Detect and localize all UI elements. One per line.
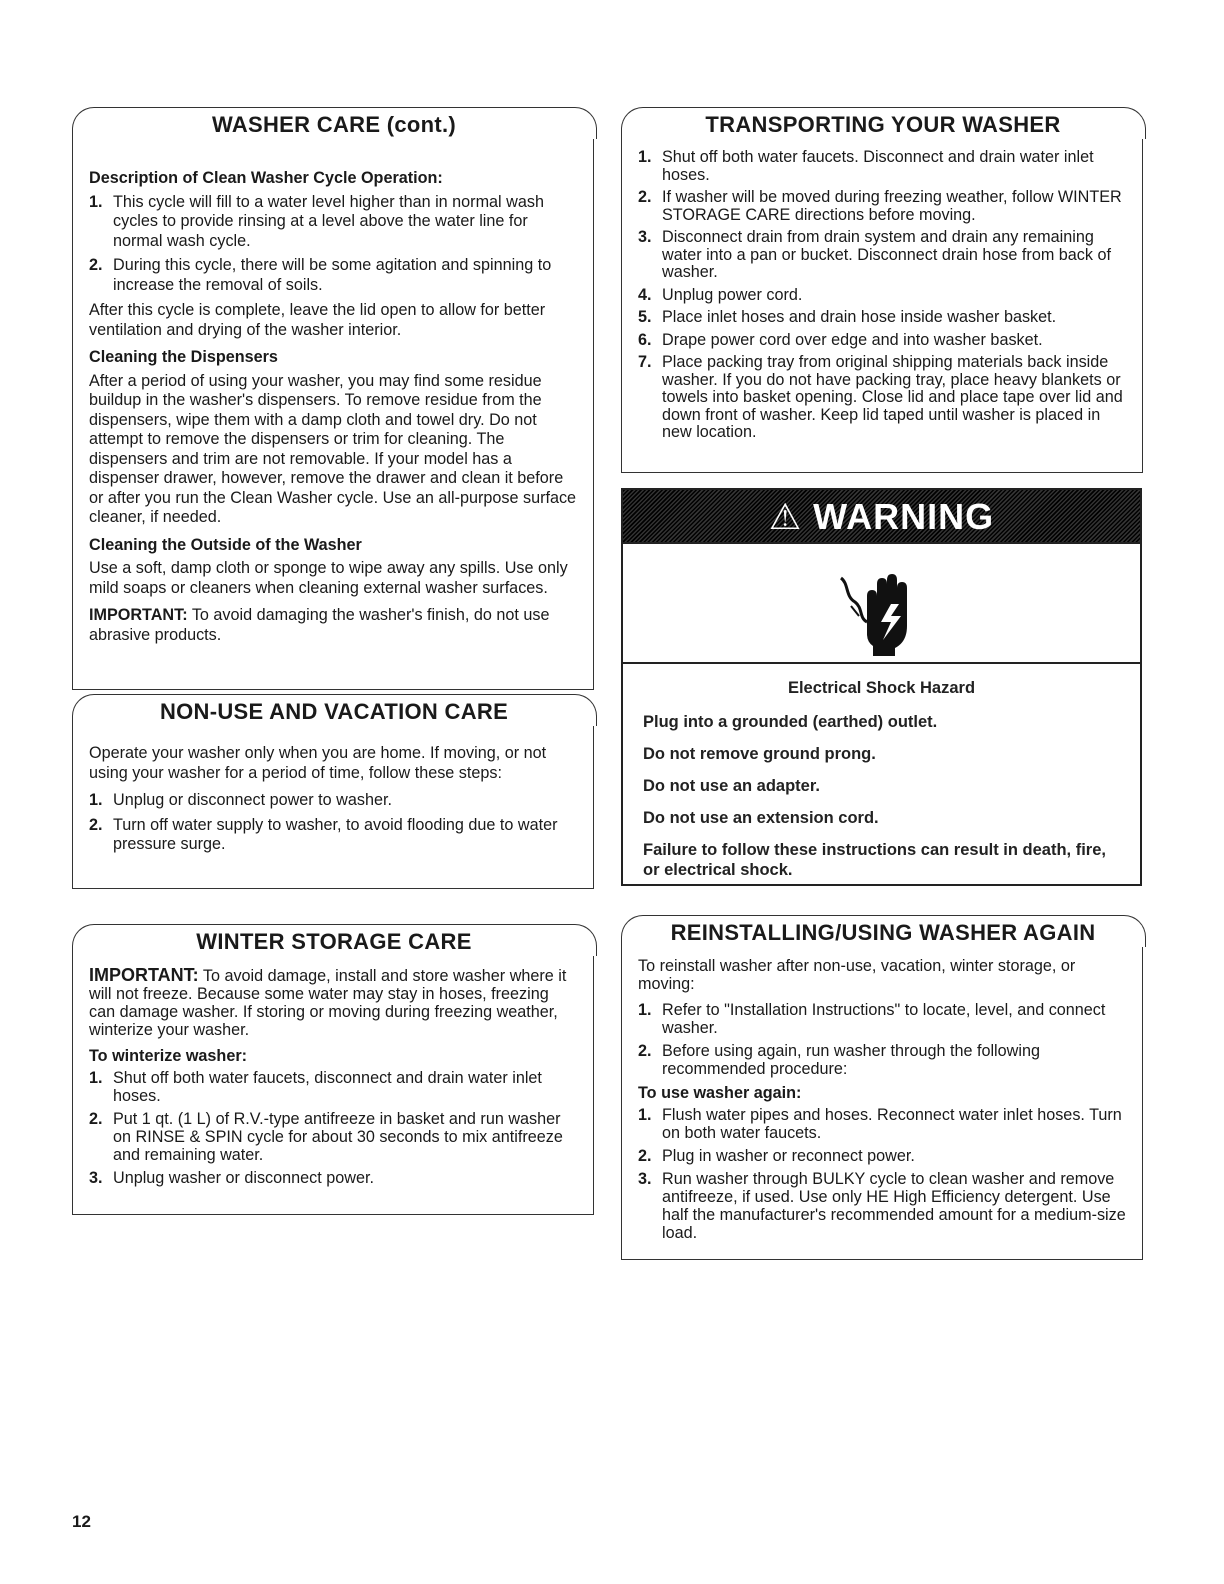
list-item: 4. Unplug power cord. [638,285,803,304]
list-item: 2. During this cycle, there will be some agitation and spinning to increase the removal of soils. [89,256,552,294]
transport-section [621,112,1143,473]
list-item: 6. Drape power cord over edge and into washer basket. [638,330,1043,349]
important-note: IMPORTANT: To avoid damaging the washer's finish, do not use abrasive products. [89,606,550,644]
warning-triangle-icon: ⚠ [768,496,803,537]
subheading: Cleaning the Dispensers [89,348,278,366]
list-item: 2. Plug in washer or reconnect power. [638,1147,915,1165]
list-item: 1. Refer to "Installation Instructions" to locate, level, and connect washer. [638,1001,1106,1037]
paragraph: To reinstall washer after non-use, vacation, winter storage, or moving: [638,957,1076,993]
warning-box [621,488,1142,886]
warning-banner [623,490,1140,542]
reinstall-section [621,920,1143,1260]
paragraph: Use a soft, damp cloth or sponge to wipe away any spills. Use only mild soaps or cleaners when cleaning external washer surfaces. [89,559,568,597]
section-title: WINTER STORAGE CARE [72,924,597,956]
non-use-section [72,699,594,889]
electric-shock-hand-icon [623,544,1140,662]
list-item: 2. Put 1 qt. (1 L) of R.V.-type antifreeze in basket and run washer on RINSE & SPIN cycle for about 30 seconds to mix antifreeze and remaining water. [89,1110,563,1164]
warning-line: Plug into a grounded (earthed) outlet. [643,713,938,731]
subheading: Description of Clean Washer Cycle Operation: [89,169,443,187]
paragraph: After this cycle is complete, leave the lid open to allow for better ventilation and drying of the washer interior. [89,301,546,339]
list-item: 2. Before using again, run washer through the following recommended procedure: [638,1042,1040,1078]
list-item: 1. Flush water pipes and hoses. Reconnect water inlet hoses. Turn on both water faucets. [638,1106,1122,1142]
section-title: NON-USE AND VACATION CARE [72,694,597,726]
list-item: 3. Run washer through BULKY cycle to clean washer and remove antifreeze, if used. Use only HE High Efficiency detergent. Use half the manufacturer's recommended amount for a medium-size load. [638,1170,1126,1242]
list-item: 1. This cycle will fill to a water level higher than in normal wash cycles to provide rinsing at a level above the water line for normal wash cycle. [89,192,544,250]
paragraph: Operate your washer only when you are home. If moving, or not using your washer for a period of time, follow these steps: [89,744,547,782]
warning-line: Do not use an adapter. [643,777,820,795]
list-item: 1. Shut off both water faucets. Disconnect and drain water inlet hoses. [638,148,1094,184]
hazard-title: Electrical Shock Hazard [787,679,976,697]
paragraph: After a period of using your washer, you may find some residue buildup in the washer's dispensers. To remove residue from the dispensers, wipe them with a damp cloth and towel dry. Do not attempt to remove the dispensers or trim for cleaning. The dispensers and trim are not removable. If your model has a dispenser drawer, however, remove the drawer and clean it before or after you run the Clean Washer cycle. Use an all-purpose surface cleaner, if needed. [89,371,577,526]
warning-line: Failure to follow these instructions can result in death, fire, or electrical shock. [643,841,1106,879]
warning-line: Do not use an extension cord. [643,809,879,827]
list-item: 2. Turn off water supply to washer, to avoid flooding due to water pressure surge. [89,815,558,853]
washer-care-section [72,112,594,690]
subheading: To use washer again: [638,1084,802,1102]
subheading: Cleaning the Outside of the Washer [89,535,362,554]
list-item: 3. Disconnect drain from drain system and drain any remaining water into a pan or bucket. Disconnect drain hose from back of washer. [638,228,1111,281]
page-number: 12 [72,1512,91,1531]
warning-pictogram [623,542,1140,664]
section-title: TRANSPORTING YOUR WASHER [621,107,1146,139]
list-item: 1. Shut off both water faucets, disconnect and drain water inlet hoses. [89,1069,542,1105]
list-item: 3. Unplug washer or disconnect power. [89,1169,374,1187]
winter-storage-section [72,929,594,1215]
subheading: To winterize washer: [89,1047,248,1065]
section-title: WASHER CARE (cont.) [72,107,597,139]
list-item: 7. Place packing tray from original shipping materials back inside washer. If you do not have packing tray, place heavy blankets or towels into basket opening. Close lid and place tape over lid and down front of washer. Keep lid taped until washer is placed in new location. [638,353,1123,441]
section-title: REINSTALLING/USING WASHER AGAIN [621,915,1146,947]
important-note: IMPORTANT: To avoid damage, install and store washer where it will not freeze. Because some water may stay in hoses, freezing can damage washer. If storing or moving during freezing weather, winterize your washer. [89,965,567,1039]
warning-line: Do not remove ground prong. [643,745,876,763]
warning-title: WARNING [813,496,995,537]
list-item: 5. Place inlet hoses and drain hose inside washer basket. [638,308,1057,326]
list-item: 1. Unplug or disconnect power to washer. [89,791,392,809]
list-item: 2. If washer will be moved during freezing weather, follow WINTER STORAGE CARE directions before moving. [638,188,1122,224]
